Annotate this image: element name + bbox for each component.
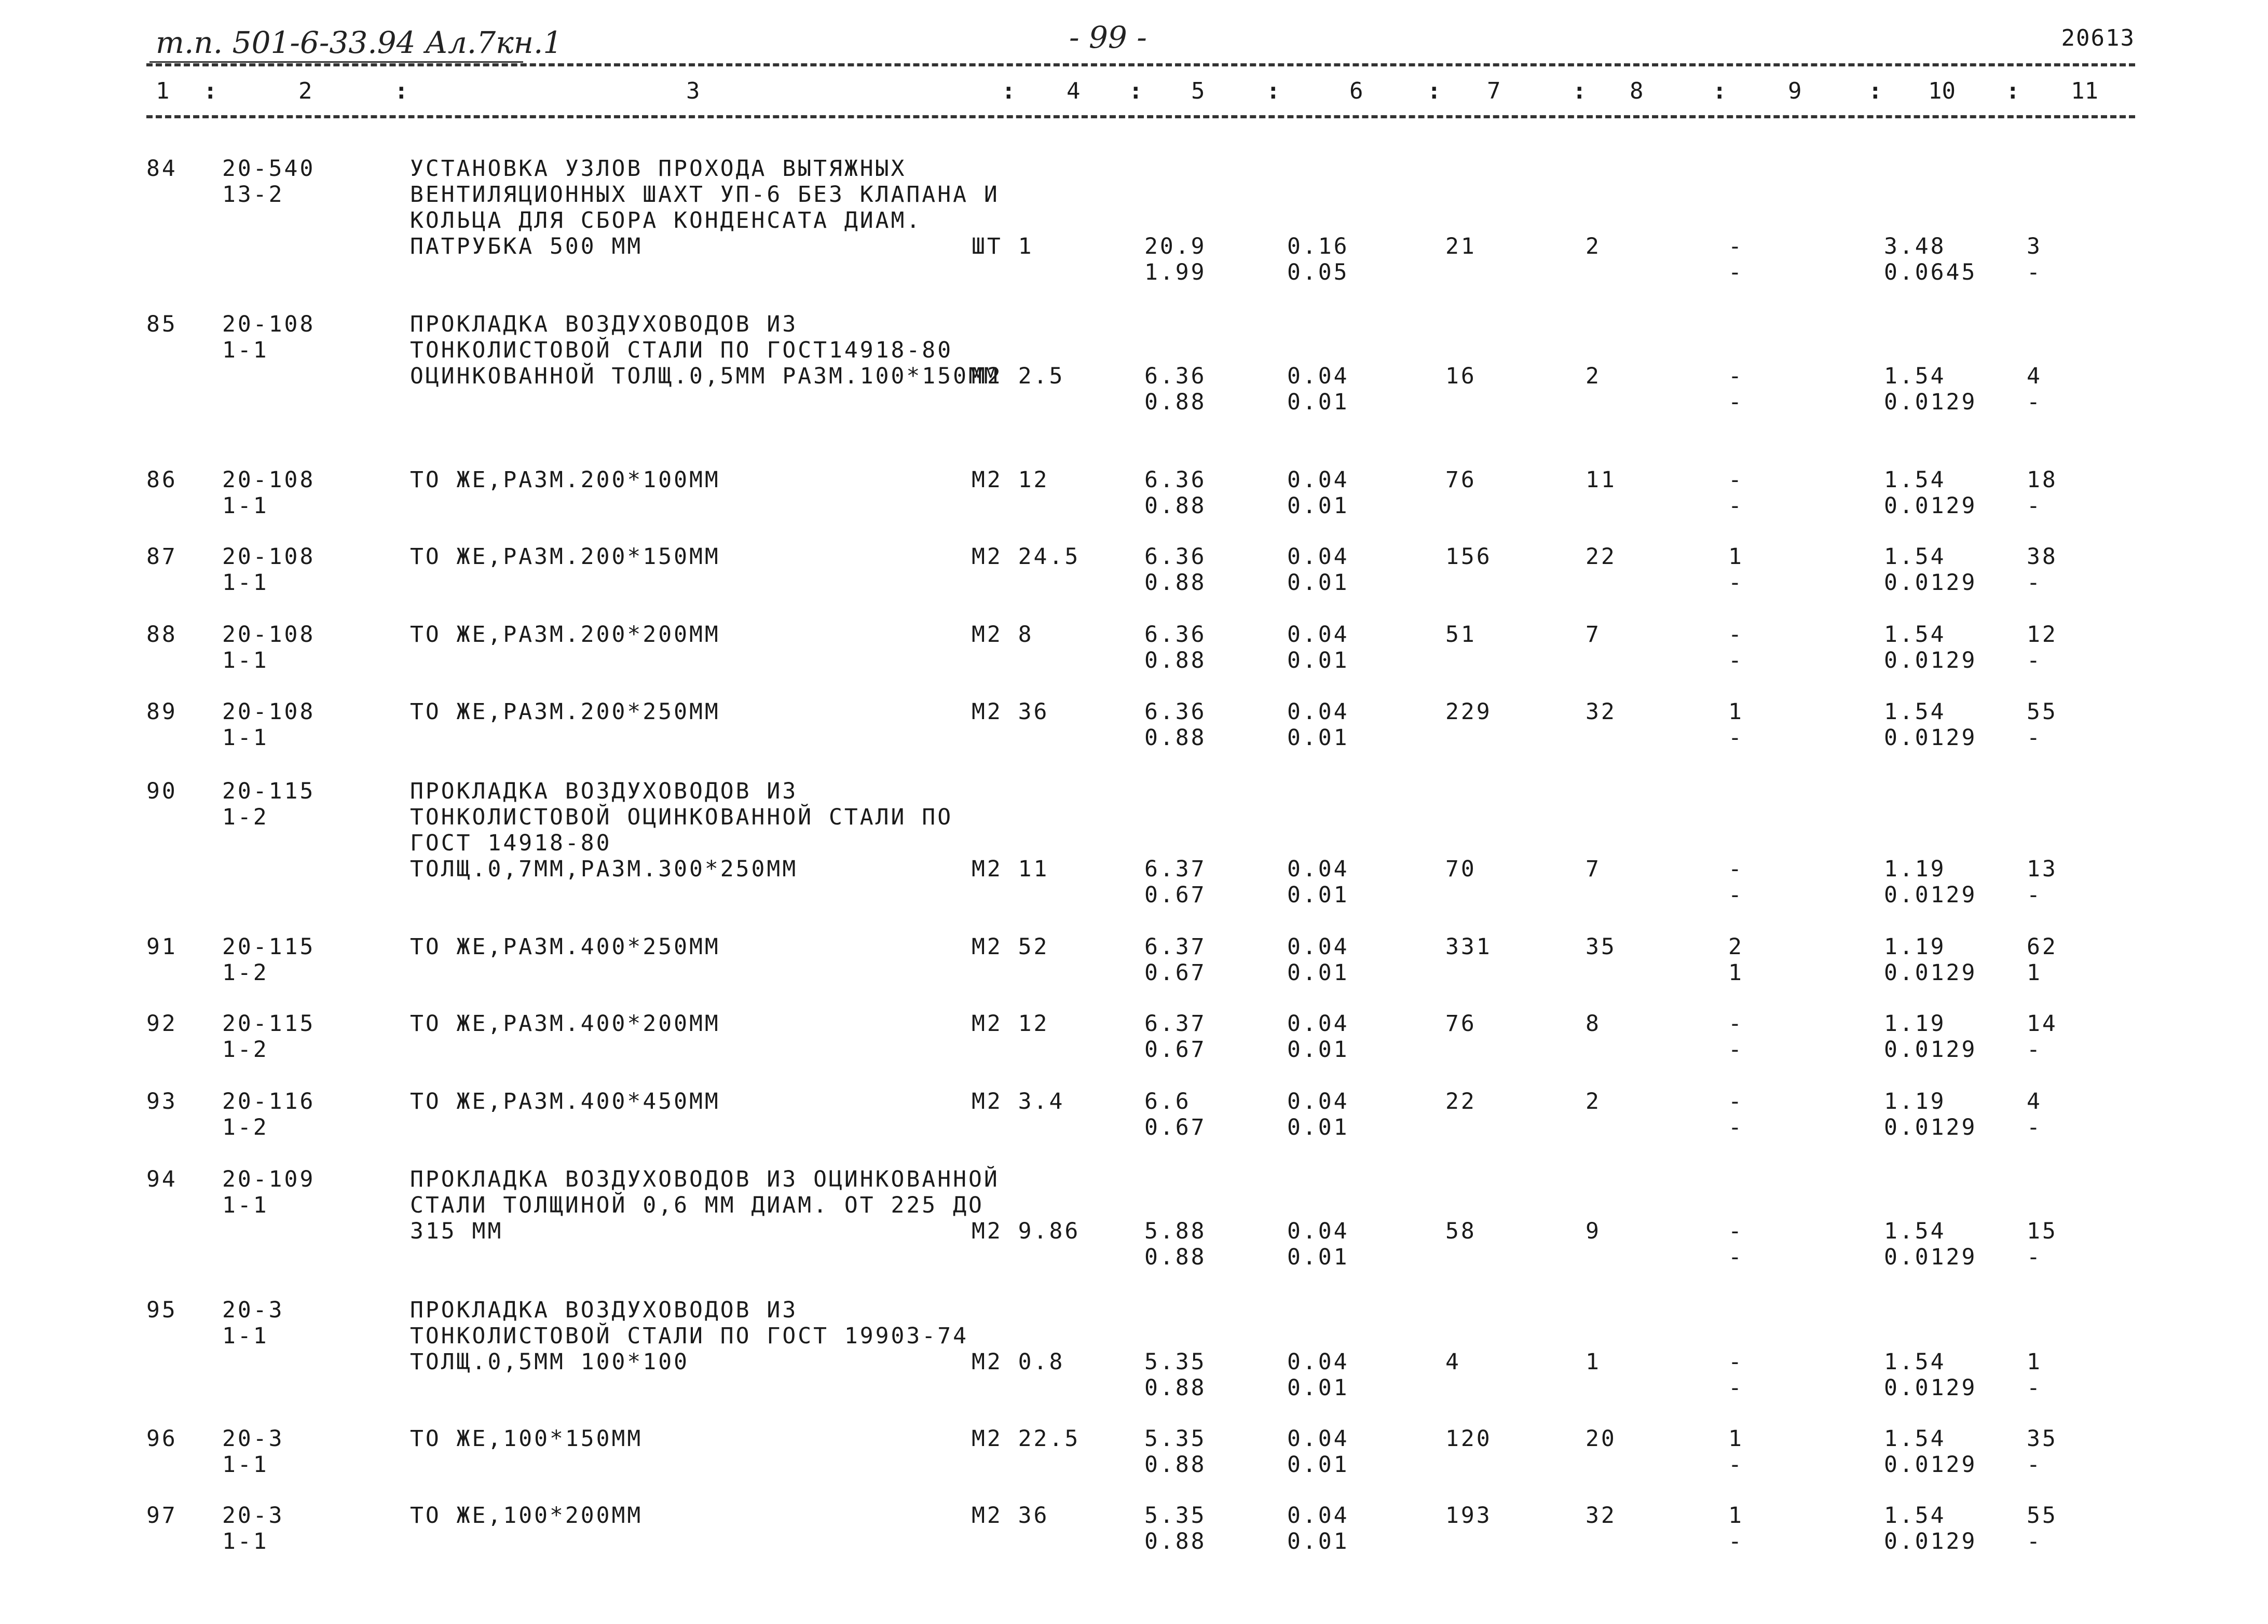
column-header-4: 4	[1067, 78, 1081, 104]
cell-c10: 1.54 0.0129	[1884, 699, 1977, 751]
cell-code: 20-108 1-1	[222, 699, 316, 751]
cell-c7: 193	[1445, 1503, 1492, 1529]
cell-desc: ПРОКЛАДКА ВОЗДУХОВОДОВ ИЗ ОЦИНКОВАННОЙ СТАЛИ ТОЛЩИНОЙ 0,6 ММ ДИАМ. ОТ 225 ДО 315 ММ	[410, 1166, 1000, 1244]
cell-c10: 1.19 0.0129	[1884, 856, 1977, 908]
cell-c6: 0.04 0.01	[1287, 856, 1349, 908]
cell-n: 89	[146, 699, 177, 725]
column-header-10: 10	[1928, 78, 1956, 104]
cell-c9: - -	[1728, 1349, 1744, 1401]
column-header-3: 3	[686, 78, 700, 104]
cell-code: 20-115 1-2	[222, 778, 316, 830]
cell-n: 91	[146, 934, 177, 960]
column-header-7: 7	[1487, 78, 1501, 104]
cell-c8: 7	[1586, 856, 1601, 882]
cell-desc: ТО ЖЕ,РАЗМ.200*100ММ	[410, 467, 720, 493]
cell-c10: 1.54 0.0129	[1884, 363, 1977, 415]
cell-code: 20-3 1-1	[222, 1297, 284, 1349]
cell-c9: - -	[1728, 1011, 1744, 1063]
cell-c5: 6.36 0.88	[1144, 544, 1207, 596]
cell-c5: 5.35 0.88	[1144, 1426, 1207, 1478]
cell-unit: М2 2.5	[972, 363, 1065, 389]
column-separator: :	[2006, 78, 2020, 104]
cell-c11: 18 -	[2027, 467, 2058, 519]
cell-c6: 0.04 0.01	[1287, 1426, 1349, 1478]
cell-c8: 7	[1586, 622, 1601, 648]
cell-c10: 1.54 0.0129	[1884, 467, 1977, 519]
cell-c11: 4 -	[2027, 363, 2042, 415]
cell-c6: 0.04 0.01	[1287, 544, 1349, 596]
cell-c7: 22	[1445, 1089, 1477, 1114]
cell-c7: 21	[1445, 233, 1477, 259]
cell-c5: 6.36 0.88	[1144, 467, 1207, 519]
cell-c11: 55 -	[2027, 1503, 2058, 1554]
cell-c10: 1.54 0.0129	[1884, 1218, 1977, 1270]
cell-unit: М2 12	[972, 467, 1049, 493]
cell-desc: УСТАНОВКА УЗЛОВ ПРОХОДА ВЫТЯЖНЫХ ВЕНТИЛЯЦИОННЫХ ШАХТ УП-6 БЕЗ КЛАПАНА И КОЛЬЦА ДЛЯ СБОРА КОНДЕНСАТА ДИАМ. ПАТРУБКА 500 ММ	[410, 156, 1000, 259]
cell-c8: 2	[1586, 233, 1601, 259]
cell-c7: 156	[1445, 544, 1492, 570]
cell-unit: М2 22.5	[972, 1426, 1081, 1452]
cell-unit: М2 52	[972, 934, 1049, 960]
cell-c5: 6.36 0.88	[1144, 622, 1207, 673]
cell-c9: 1 -	[1728, 1503, 1744, 1554]
cell-unit: М2 12	[972, 1011, 1049, 1037]
cell-c10: 1.54 0.0129	[1884, 544, 1977, 596]
cell-c9: - -	[1728, 233, 1744, 285]
cell-c5: 20.9 1.99	[1144, 233, 1207, 285]
cell-c10: 1.54 0.0129	[1884, 1349, 1977, 1401]
cell-c8: 22	[1586, 544, 1617, 570]
cell-c9: - -	[1728, 467, 1744, 519]
column-separator: :	[1266, 78, 1280, 104]
cell-c9: - -	[1728, 856, 1744, 908]
cell-n: 90	[146, 778, 177, 804]
column-separator: :	[1868, 78, 1882, 104]
cell-n: 94	[146, 1166, 177, 1192]
cell-c6: 0.04 0.01	[1287, 363, 1349, 415]
cell-c9: 2 1	[1728, 934, 1744, 986]
cell-desc: ТО ЖЕ,100*150ММ	[410, 1426, 643, 1452]
cell-c6: 0.16 0.05	[1287, 233, 1349, 285]
cell-c9: - -	[1728, 1089, 1744, 1140]
cell-code: 20-3 1-1	[222, 1503, 284, 1554]
cell-unit: М2 36	[972, 699, 1049, 725]
cell-c8: 35	[1586, 934, 1617, 960]
cell-c5: 5.88 0.88	[1144, 1218, 1207, 1270]
cell-c8: 20	[1586, 1426, 1617, 1452]
cell-c10: 1.54 0.0129	[1884, 1426, 1977, 1478]
cell-code: 20-115 1-2	[222, 934, 316, 986]
column-separator: :	[1002, 78, 1016, 104]
cell-c9: 1 -	[1728, 1426, 1744, 1478]
cell-c11: 12 -	[2027, 622, 2058, 673]
cell-c6: 0.04 0.01	[1287, 1089, 1349, 1140]
cell-unit: М2 0.8	[972, 1349, 1065, 1375]
column-separator: :	[1427, 78, 1441, 104]
cell-c8: 11	[1586, 467, 1617, 493]
cell-n: 93	[146, 1089, 177, 1114]
cell-c8: 2	[1586, 1089, 1601, 1114]
cell-code: 20-108 1-1	[222, 622, 316, 673]
cell-n: 92	[146, 1011, 177, 1037]
cell-c8: 1	[1586, 1349, 1601, 1375]
cell-n: 85	[146, 311, 177, 337]
column-header-8: 8	[1630, 78, 1644, 104]
cell-desc: ТО ЖЕ,РАЗМ.200*150ММ	[410, 544, 720, 570]
cell-c11: 3 -	[2027, 233, 2042, 285]
cell-n: 84	[146, 156, 177, 182]
cell-c7: 76	[1445, 467, 1477, 493]
cell-c11: 14 -	[2027, 1011, 2058, 1063]
cell-c8: 8	[1586, 1011, 1601, 1037]
cell-c11: 4 -	[2027, 1089, 2042, 1140]
cell-c5: 6.37 0.67	[1144, 1011, 1207, 1063]
cell-c9: 1 -	[1728, 699, 1744, 751]
cell-c6: 0.04 0.01	[1287, 1503, 1349, 1554]
cell-c7: 16	[1445, 363, 1477, 389]
column-separator: :	[394, 78, 408, 104]
cell-c5: 5.35 0.88	[1144, 1503, 1207, 1554]
cell-n: 87	[146, 544, 177, 570]
cell-c9: 1 -	[1728, 544, 1744, 596]
column-header-2: 2	[298, 78, 312, 104]
cell-c11: 13 -	[2027, 856, 2058, 908]
reference-underline	[149, 61, 523, 63]
cell-c9: - -	[1728, 363, 1744, 415]
cell-code: 20-116 1-2	[222, 1089, 316, 1140]
cell-desc: ТО ЖЕ,РАЗМ.200*250ММ	[410, 699, 720, 725]
cell-c11: 38 -	[2027, 544, 2058, 596]
cell-c7: 331	[1445, 934, 1492, 960]
cell-c8: 9	[1586, 1218, 1601, 1244]
cell-c6: 0.04 0.01	[1287, 1011, 1349, 1063]
header-bottom-rule	[146, 115, 2135, 118]
cell-c10: 1.19 0.0129	[1884, 1089, 1977, 1140]
cell-c11: 35 -	[2027, 1426, 2058, 1478]
cell-c6: 0.04 0.01	[1287, 467, 1349, 519]
cell-c10: 1.19 0.0129	[1884, 934, 1977, 986]
cell-c5: 6.6 0.67	[1144, 1089, 1207, 1140]
cell-c6: 0.04 0.01	[1287, 1349, 1349, 1401]
cell-c5: 6.37 0.67	[1144, 934, 1207, 986]
header-top-rule	[146, 63, 2135, 66]
cell-c11: 55 -	[2027, 699, 2058, 751]
column-header-1: 1	[156, 78, 170, 104]
cell-desc: ТО ЖЕ,100*200ММ	[410, 1503, 643, 1529]
cell-c5: 5.35 0.88	[1144, 1349, 1207, 1401]
cell-c8: 32	[1586, 699, 1617, 725]
cell-code: 20-108 1-1	[222, 467, 316, 519]
cell-c9: - -	[1728, 1218, 1744, 1270]
cell-c5: 6.36 0.88	[1144, 699, 1207, 751]
cell-desc: ПРОКЛАДКА ВОЗДУХОВОДОВ ИЗ ТОНКОЛИСТОВОЙ ОЦИНКОВАННОЙ СТАЛИ ПО ГОСТ 14918-80 ТОЛЩ.0,7ММ,РАЗМ.300*250ММ	[410, 778, 953, 882]
cell-unit: ШТ 1	[972, 233, 1034, 259]
column-separator: :	[1129, 78, 1143, 104]
cell-c7: 70	[1445, 856, 1477, 882]
cell-unit: М2 3.4	[972, 1089, 1065, 1114]
cell-desc: ТО ЖЕ,РАЗМ.400*200ММ	[410, 1011, 720, 1037]
page-number: - 99 -	[1069, 20, 1147, 55]
project-reference: т.п. 501-6-33.94 Ал.7кн.1	[156, 25, 563, 60]
cell-c10: 1.54 0.0129	[1884, 622, 1977, 673]
column-header-11: 11	[2071, 78, 2098, 104]
cell-c7: 76	[1445, 1011, 1477, 1037]
column-header-5: 5	[1191, 78, 1205, 104]
cell-c6: 0.04 0.01	[1287, 622, 1349, 673]
cell-c7: 120	[1445, 1426, 1492, 1452]
cell-n: 88	[146, 622, 177, 648]
cell-unit: М2 24.5	[972, 544, 1081, 570]
cell-c5: 6.37 0.67	[1144, 856, 1207, 908]
cell-code: 20-115 1-2	[222, 1011, 316, 1063]
cell-n: 86	[146, 467, 177, 493]
cell-code: 20-108 1-1	[222, 544, 316, 596]
cell-n: 95	[146, 1297, 177, 1323]
cell-n: 96	[146, 1426, 177, 1452]
cell-c7: 58	[1445, 1218, 1477, 1244]
cell-c8: 32	[1586, 1503, 1617, 1529]
cell-code: 20-108 1-1	[222, 311, 316, 363]
cell-c11: 15 -	[2027, 1218, 2058, 1270]
cell-desc: ТО ЖЕ,РАЗМ.200*200ММ	[410, 622, 720, 648]
cell-code: 20-109 1-1	[222, 1166, 316, 1218]
cell-c11: 1 -	[2027, 1349, 2042, 1401]
cell-c10: 3.48 0.0645	[1884, 233, 1977, 285]
cell-desc: ПРОКЛАДКА ВОЗДУХОВОДОВ ИЗ ТОНКОЛИСТОВОЙ СТАЛИ ПО ГОСТ14918-80 ОЦИНКОВАННОЙ ТОЛЩ.0,5ММ РАЗМ.100*150ММ	[410, 311, 1000, 389]
cell-c7: 229	[1445, 699, 1492, 725]
cell-code: 20-540 13-2	[222, 156, 316, 208]
cell-c7: 51	[1445, 622, 1477, 648]
cell-c10: 1.19 0.0129	[1884, 1011, 1977, 1063]
cell-c6: 0.04 0.01	[1287, 699, 1349, 751]
cell-c11: 62 1	[2027, 934, 2058, 986]
document-number: 20613	[2061, 25, 2135, 51]
cell-unit: М2 8	[972, 622, 1034, 648]
cell-c9: - -	[1728, 622, 1744, 673]
cell-c7: 4	[1445, 1349, 1461, 1375]
cell-n: 97	[146, 1503, 177, 1529]
cell-code: 20-3 1-1	[222, 1426, 284, 1478]
cell-desc: ПРОКЛАДКА ВОЗДУХОВОДОВ ИЗ ТОНКОЛИСТОВОЙ СТАЛИ ПО ГОСТ 19903-74 ТОЛЩ.0,5ММ 100*100	[410, 1297, 968, 1375]
cell-c8: 2	[1586, 363, 1601, 389]
cell-unit: М2 36	[972, 1503, 1049, 1529]
column-header-6: 6	[1349, 78, 1363, 104]
cell-c6: 0.04 0.01	[1287, 934, 1349, 986]
cell-c5: 6.36 0.88	[1144, 363, 1207, 415]
cell-c6: 0.04 0.01	[1287, 1218, 1349, 1270]
cell-desc: ТО ЖЕ,РАЗМ.400*450ММ	[410, 1089, 720, 1114]
column-header-9: 9	[1788, 78, 1802, 104]
column-separator: :	[203, 78, 217, 104]
column-separator: :	[1573, 78, 1587, 104]
cell-unit: М2 11	[972, 856, 1049, 882]
cell-desc: ТО ЖЕ,РАЗМ.400*250ММ	[410, 934, 720, 960]
cell-unit: М2 9.86	[972, 1218, 1081, 1244]
cell-c10: 1.54 0.0129	[1884, 1503, 1977, 1554]
column-separator: :	[1713, 78, 1727, 104]
